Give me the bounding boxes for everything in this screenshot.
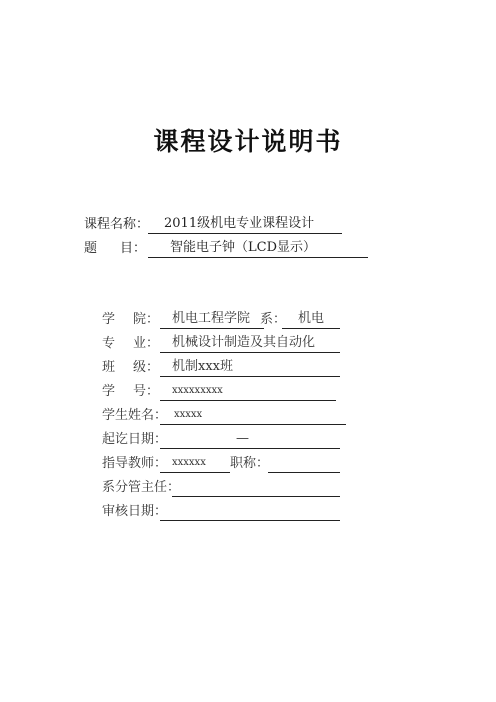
student-name-label: 学生姓名：	[102, 408, 168, 423]
review-date-label: 审核日期：	[102, 504, 168, 519]
course-name-row	[84, 215, 374, 235]
period-value: —	[236, 431, 249, 446]
major-label-part1: 专	[102, 336, 116, 351]
dept-head-row	[102, 478, 342, 498]
class-row	[102, 358, 342, 378]
topic-field	[148, 239, 368, 258]
dept-head-label: 系分管主任：	[102, 480, 181, 495]
class-value: 机制xxx班	[172, 359, 233, 374]
college-value: 机电工程学院	[172, 311, 251, 326]
class-field	[160, 358, 340, 377]
college-row	[102, 310, 342, 330]
college-label-part2: 院：	[133, 312, 160, 327]
dept-head-field	[172, 478, 340, 497]
period-field	[160, 430, 340, 449]
student-id-label-part2: 号：	[133, 384, 160, 399]
college-label-part1: 学	[102, 312, 116, 327]
topic-label-part2: 目：	[120, 241, 147, 256]
period-label: 起讫日期：	[102, 432, 168, 447]
title-label: 职称：	[230, 456, 270, 471]
dept-field	[282, 310, 340, 329]
review-date-field	[160, 502, 340, 521]
major-row	[102, 334, 342, 354]
course-name-label: 课程名称：	[84, 217, 150, 232]
topic-value: 智能电子钟（LCD显示）	[170, 240, 317, 255]
student-id-label-part1: 学	[102, 384, 116, 399]
major-value: 机械设计制造及其自动化	[172, 335, 316, 350]
supervisor-row	[102, 454, 342, 474]
supervisor-field	[160, 454, 230, 473]
supervisor-label: 指导教师：	[102, 456, 168, 471]
topic-row	[84, 239, 374, 259]
course-name-field	[148, 215, 342, 234]
course-name-value: 2011级机电专业课程设计	[164, 216, 315, 231]
student-name-row	[102, 406, 352, 426]
document-title: 课程设计说明书	[153, 127, 343, 156]
class-label-part1: 班	[102, 360, 116, 375]
dept-label: 系：	[260, 312, 287, 327]
class-label-part2: 级：	[133, 360, 160, 375]
dept-value: 机电	[298, 311, 325, 326]
student-id-field	[160, 382, 336, 401]
student-name-field	[160, 406, 346, 425]
student-name-value: xxxxx	[174, 409, 203, 420]
review-date-row	[102, 502, 342, 522]
major-label-part2: 业：	[133, 336, 160, 351]
major-field	[160, 334, 340, 353]
student-id-value: xxxxxxxxx	[172, 385, 223, 396]
student-id-row	[102, 382, 342, 402]
supervisor-value: xxxxxx	[172, 457, 206, 468]
topic-label-part1: 题	[84, 241, 98, 256]
title-field	[268, 454, 340, 473]
college-field	[160, 310, 264, 329]
period-row	[102, 430, 342, 450]
